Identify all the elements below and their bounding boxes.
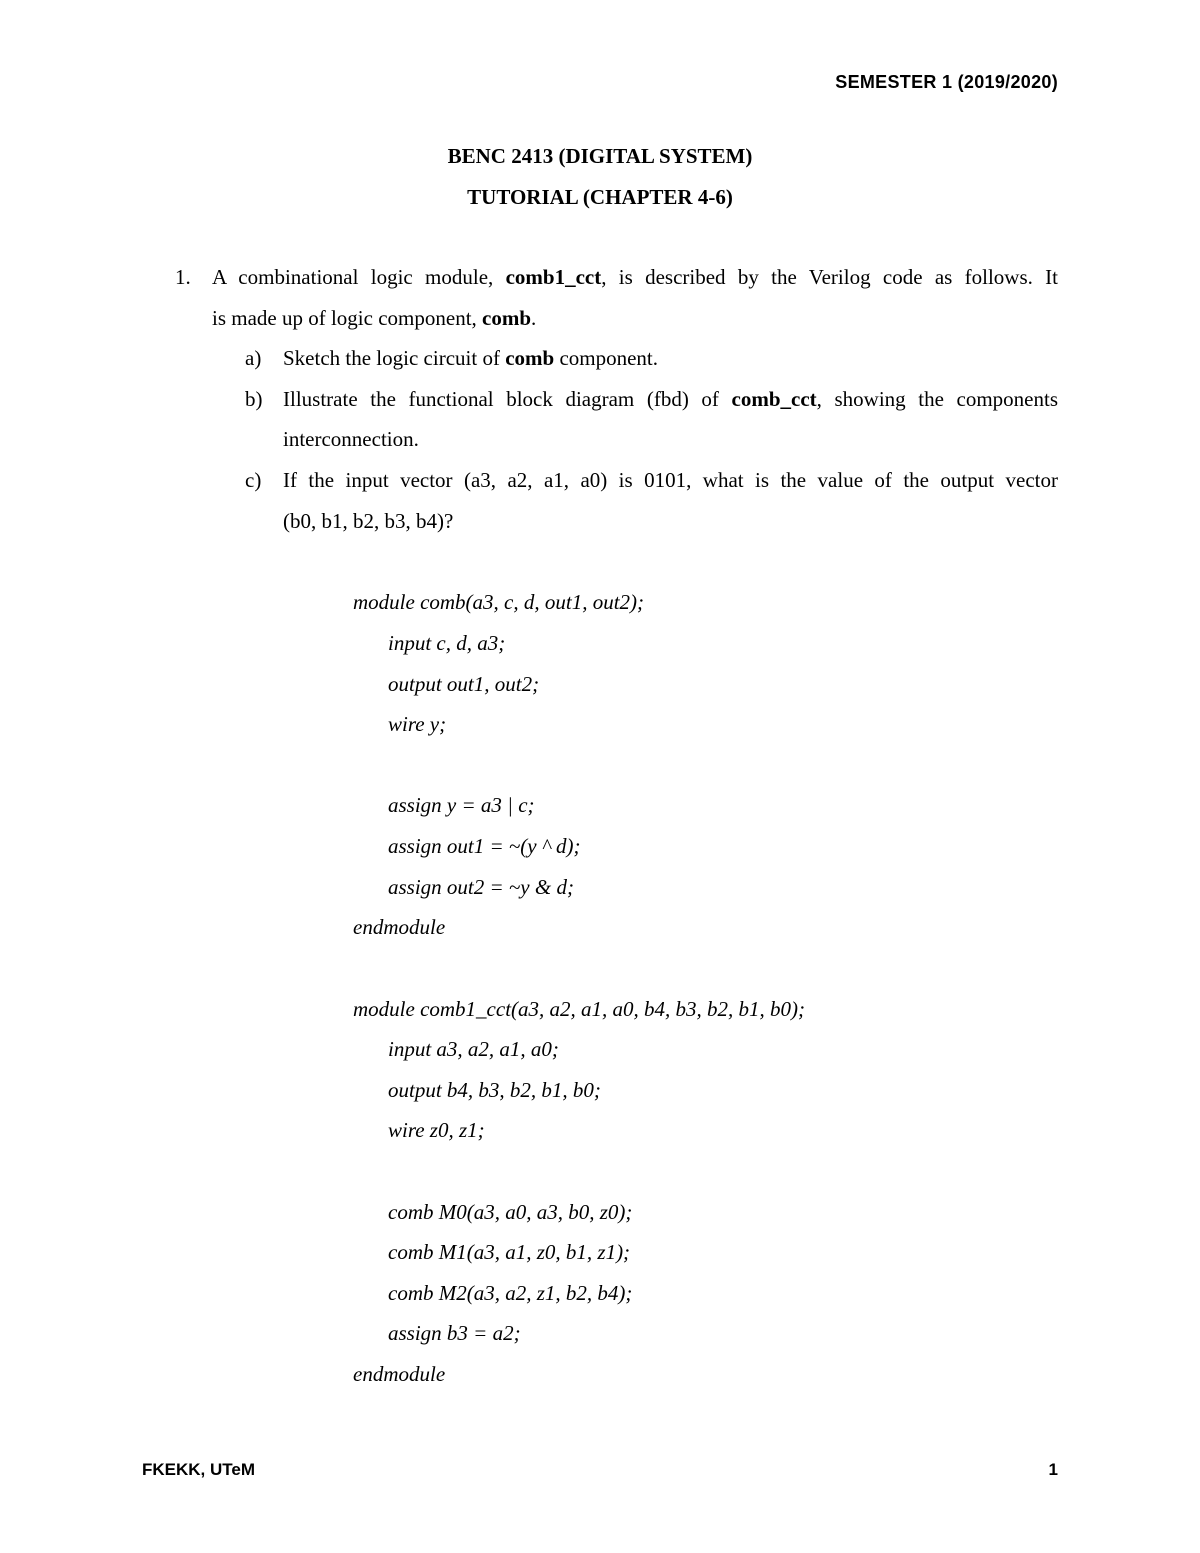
code-line: input c, d, a3; <box>388 631 506 655</box>
intro-text-d: . <box>531 306 537 330</box>
question-number: 1. <box>175 265 191 289</box>
code-line: input a3, a2, a1, a0; <box>388 1037 559 1061</box>
part-a-label: a) <box>245 346 262 370</box>
part-b-label: b) <box>245 387 263 411</box>
code-line: wire y; <box>388 712 447 736</box>
code-line: comb M1(a3, a1, z0, b1, z1); <box>388 1240 631 1264</box>
course-title: BENC 2413 (DIGITAL SYSTEM) <box>447 144 753 168</box>
code-line: assign b3 = a2; <box>388 1321 521 1345</box>
tutorial-title: TUTORIAL (CHAPTER 4-6) <box>467 185 733 209</box>
component-name-comb: comb <box>482 306 532 330</box>
part-a-pre: Sketch the logic circuit of <box>283 346 506 370</box>
question-intro-line2 <box>212 306 536 331</box>
part-b-pre: Illustrate the functional block diagram (fbd) of <box>283 387 732 411</box>
intro-text-b: , is described by the Verilog code as follows. It <box>601 265 1058 289</box>
code-line: assign out1 = ~(y ^ d); <box>388 834 581 858</box>
code-line: wire z0, z1; <box>388 1118 485 1142</box>
part-b-continuation: interconnection. <box>283 427 419 451</box>
code-line: assign y = a3 | c; <box>388 793 535 817</box>
code-line: comb M0(a3, a0, a3, b0, z0); <box>388 1200 633 1224</box>
question-intro-line1 <box>212 265 1058 290</box>
intro-text-c: is made up of logic component, <box>212 306 483 330</box>
part-b-bold: comb_cct <box>731 387 817 411</box>
part-c-line1 <box>283 468 1058 493</box>
part-c-line2: (b0, b1, b2, b3, b4)? <box>283 509 454 533</box>
part-c-label: c) <box>245 468 262 492</box>
module-name-comb1-cct: comb1_cct <box>505 265 602 289</box>
code-line: module comb(a3, c, d, out1, out2); <box>353 590 645 614</box>
part-b-text <box>283 387 1058 412</box>
code-line: output out1, out2; <box>388 672 540 696</box>
page-number: 1 <box>1048 1460 1058 1479</box>
code-line: endmodule <box>353 1362 446 1386</box>
code-line: assign out2 = ~y & d; <box>388 875 574 899</box>
footer-institution: FKEKK, UTeM <box>142 1460 256 1479</box>
code-line: endmodule <box>353 915 446 939</box>
semester-header: SEMESTER 1 (2019/2020) <box>835 72 1058 92</box>
code-line: output b4, b3, b2, b1, b0; <box>388 1078 601 1102</box>
part-a-post: component. <box>554 346 658 370</box>
part-c-line1-text: If the input vector (a3, a2, a1, a0) is 0101, what is the value of the output vector <box>283 468 1058 492</box>
code-line: module comb1_cct(a3, a2, a1, a0, b4, b3, b2, b1, b0); <box>353 997 806 1021</box>
part-b-post: , showing the components <box>816 387 1058 411</box>
intro-text-a: A combinational logic module, <box>212 265 506 289</box>
part-a-bold: comb <box>505 346 555 370</box>
part-a-text <box>283 346 658 371</box>
code-line: comb M2(a3, a2, z1, b2, b4); <box>388 1281 633 1305</box>
